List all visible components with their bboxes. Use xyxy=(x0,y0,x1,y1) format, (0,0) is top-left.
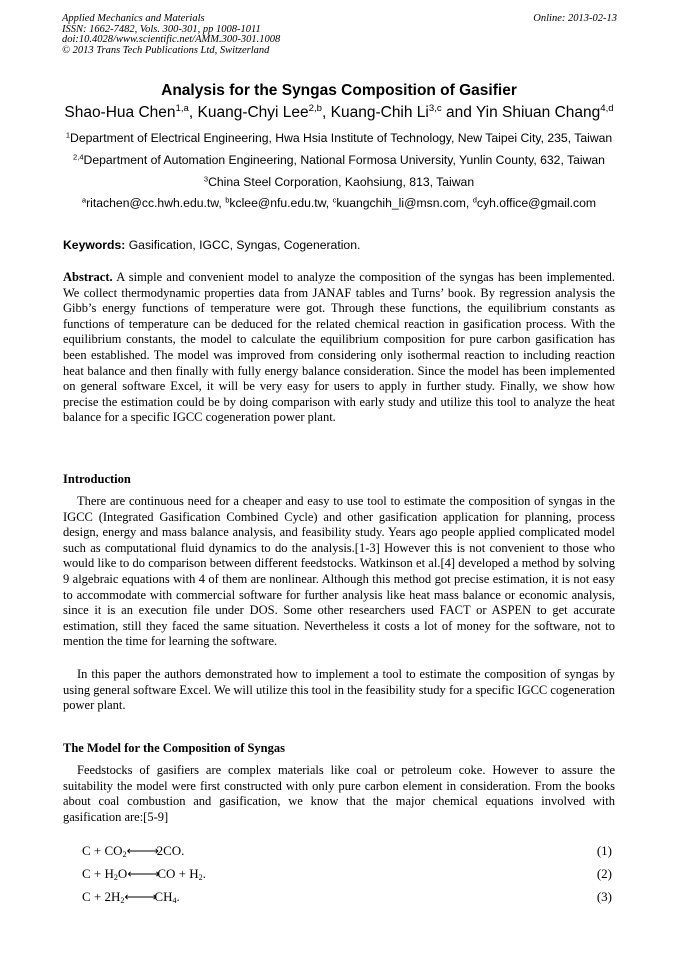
equilibrium-arrow-icon: ⟵⟶ xyxy=(124,890,155,904)
author-name: Kuang-Chih Li xyxy=(330,104,429,121)
keywords xyxy=(63,238,360,252)
eq-term: C + H xyxy=(82,866,114,881)
affiliation-text: Department of Electrical Engineering, Hwa Hsia Institute of Technology, New Taipei City, 235, Taiwan xyxy=(70,131,613,145)
journal-name: Applied Mechanics and Materials xyxy=(62,13,205,24)
equation-number-1: (1) xyxy=(596,843,612,858)
email-text: cyh.office@gmail.com xyxy=(476,196,597,210)
email-text: kclee@nfu.edu.tw, xyxy=(229,196,333,210)
intro-paragraph-2: In this paper the authors demonstrated how to implement a tool to estimate the composition of syngas by using general software Excel. We will utilize this tool in the feasibility study for a specific IGCC cogeneration power plant. xyxy=(63,667,615,713)
affiliation-2 xyxy=(0,153,678,167)
equilibrium-arrow-icon: ⟵⟶ xyxy=(127,867,158,881)
email-list xyxy=(0,196,678,210)
author-sup: 1,a xyxy=(175,103,189,115)
affiliation-sup: 2,4 xyxy=(73,152,84,162)
affiliation-text: Department of Automation Engineering, National Formosa University, Yunlin County, 632, Taiwan xyxy=(83,153,605,167)
equation-1 xyxy=(82,843,184,859)
author-sup: 3,c xyxy=(428,103,442,115)
eq-term: O xyxy=(117,866,128,881)
copyright-line: © 2013 Trans Tech Publications Ltd, Switzerland xyxy=(62,44,270,56)
journal-header xyxy=(62,14,617,56)
eq-subscript: 4 xyxy=(172,896,177,905)
paper-title: Analysis for the Syngas Composition of Gasifier xyxy=(161,82,517,99)
author-name: Kuang-Chyi Lee xyxy=(197,104,309,121)
equation-number-3: (3) xyxy=(596,889,612,904)
email-text: kuangchih_li@msn.com, xyxy=(336,196,473,210)
author-name: Shao-Hua Chen xyxy=(64,104,176,121)
affiliation-sup: 1 xyxy=(65,130,71,140)
eq-subscript: 2 xyxy=(120,896,125,905)
keywords-text: Gasification, IGCC, Syngas, Cogeneration. xyxy=(125,238,361,252)
intro-paragraph-1: There are continuous need for a cheaper and easy to use tool to estimate the composition of syngas in the IGCC (Integrated Gasification Combined Cycle) and other gasification application for planning, process design, energy and mass balance analysis, and feasibility study. Years ago people applied complicated model such as computational fluid dynamics to do the analysis.[1-3] However this is not convenient to those who would like to do comparison between different feedstocks. Watkinson et al.[4] developed a method by solving 9 algebraic equations with 4 of them are nonlinear. Although this method got precise estimation, it is not easy to accommodate with commercial software for further analysis like heat mass balance or economic analysis, since it is an execution file under DOS. Some other researchers used FACT or ASPEN to get accurate estimation, still they faced the same situation. Nevertheless it costs a lot of money for the software, not to mention the time for learning the software. xyxy=(63,494,615,649)
abstract-text: A simple and convenient model to analyze the composition of the syngas has been implemented. We collect thermodynamic properties data from JANAF tables and Turns’ book. By regression analysis the Gibb’s energy functions of temperature were got. Through these functions, the equilibrium constants as functions of temperature can be deduced for the related chemical reaction in gasification process. With the equilibrium constants, the model to calculate the equilibrium composition for pure carbon gasification has been established. The model was improved from considering only isothermal reaction to including reaction heat balance and then finally with fully energy balance consideration. Since the model has been implemented on general software Excel, it will be very easy for users to apply in further study. Finally, we show how precise the estimation could be by doing comparison with early study and utilize this tool to analyze the heat balance for a specific IGCC cogeneration power plant. xyxy=(63,270,615,425)
email-sup: b xyxy=(225,195,230,205)
section-heading-model: The Model for the Composition of Syngas xyxy=(63,741,286,755)
eq-term: CH xyxy=(154,889,173,904)
equilibrium-arrow-icon: ⟵⟶ xyxy=(126,844,157,858)
keywords-label: Keywords: xyxy=(63,238,126,252)
affiliation-sup: 3 xyxy=(203,174,209,184)
author-sup: 2,b xyxy=(308,103,323,115)
author-name: Yin Shiuan Chang xyxy=(475,104,601,121)
affiliation-3 xyxy=(0,175,678,189)
eq-term: 2CO. xyxy=(156,843,185,858)
eq-term: C + 2H xyxy=(82,889,121,904)
abstract-label: Abstract. xyxy=(63,270,113,284)
author-separator: and xyxy=(441,104,476,121)
author-separator: , xyxy=(322,104,331,121)
eq-term: C + CO xyxy=(82,843,123,858)
email-sup: c xyxy=(332,195,337,205)
abstract xyxy=(63,270,615,426)
online-date: Online: 2013-02-13 xyxy=(533,13,617,24)
issn-line: ISSN: 1662-7482, Vols. 300-301, pp 1008-1011 xyxy=(62,23,261,35)
equation-number-2: (2) xyxy=(596,866,612,881)
affiliation-1 xyxy=(0,131,678,145)
eq-subscript: 2 xyxy=(113,873,118,882)
eq-term: . xyxy=(202,866,206,881)
author-separator: , xyxy=(188,104,198,121)
eq-subscript: 2 xyxy=(198,873,203,882)
equation-3 xyxy=(82,889,180,905)
author-list xyxy=(0,104,678,122)
section-heading-introduction: Introduction xyxy=(63,472,131,486)
author-sup: 4,d xyxy=(600,103,614,115)
eq-subscript: 2 xyxy=(122,850,127,859)
doi-line: doi:10.4028/www.scientific.net/AMM.300-301.1008 xyxy=(62,34,281,45)
model-paragraph: Feedstocks of gasifiers are complex materials like coal or petroleum coke. However to assure the suitability the model were first constructed with only pure carbon element in consideration. From the books about coal combustion and gasification, we know that the major chemical equations involved with gasification are:[5-9] xyxy=(63,763,615,824)
affiliation-text: China Steel Corporation, Kaohsiung, 813, Taiwan xyxy=(208,175,475,189)
email-text: ritachen@cc.hwh.edu.tw, xyxy=(86,196,226,210)
email-sup: a xyxy=(81,195,87,205)
eq-term: CO + H xyxy=(157,866,199,881)
email-sup: d xyxy=(472,195,477,205)
equation-2 xyxy=(82,866,206,882)
eq-term: . xyxy=(176,889,180,904)
